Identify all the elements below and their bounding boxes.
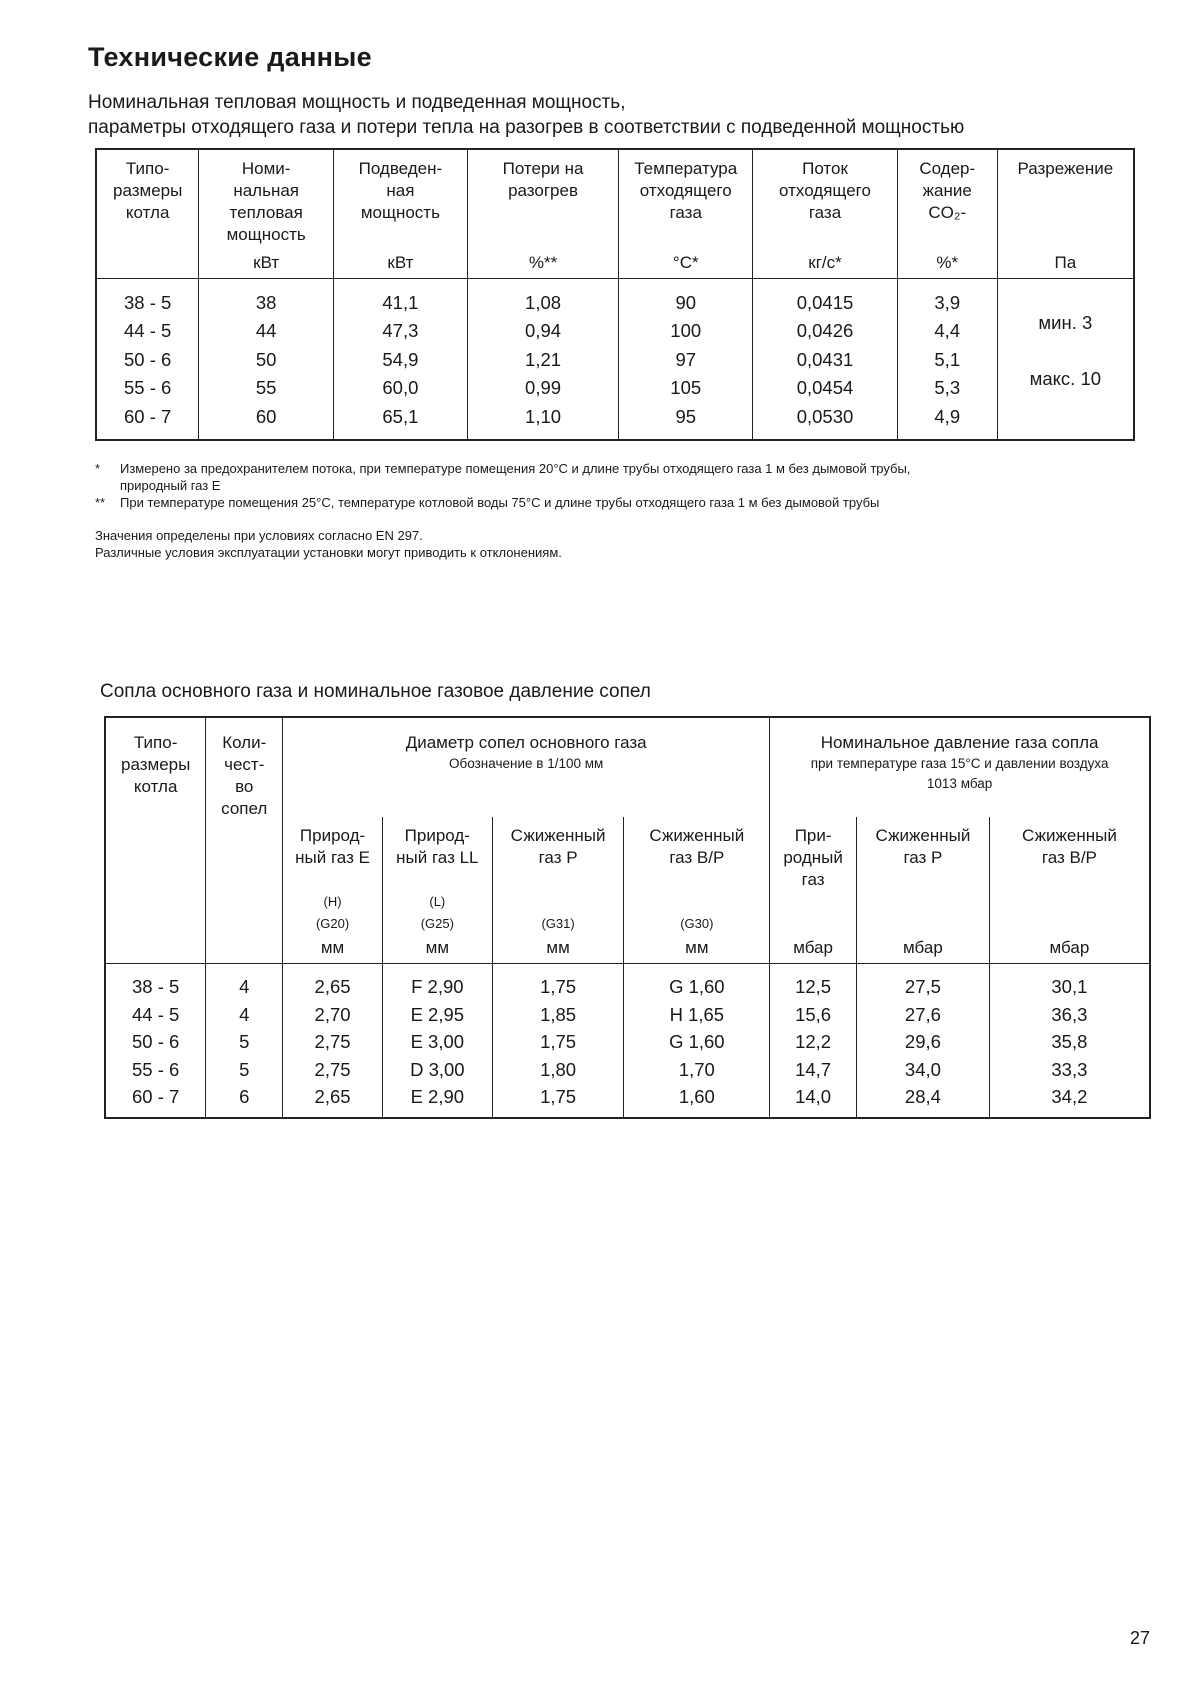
subheader-label: Сжиженный газ P xyxy=(875,826,971,867)
col-diam-gas-bp xyxy=(624,964,770,1118)
cell: 0,0454 xyxy=(796,377,854,399)
cell: 36,3 xyxy=(1051,1003,1088,1025)
header-col-2 xyxy=(334,149,468,279)
col-heat-loss xyxy=(467,279,619,441)
footnote-2: При температуре помещения 25°C, температуре котловой воды 75°C и длине трубы отходящего газа 1 м без дымовой трубы xyxy=(120,495,880,510)
cell: 44 xyxy=(255,320,277,342)
cell: 33,3 xyxy=(1051,1058,1088,1080)
header-label: Номи- нальная тепловая мощность xyxy=(226,159,306,244)
cell: 0,99 xyxy=(525,377,562,399)
col-diam-gas-p xyxy=(492,964,624,1118)
header-col-4 xyxy=(619,149,753,279)
cell: 0,0415 xyxy=(796,292,854,313)
col-co2 xyxy=(897,279,997,441)
cell: F 2,90 xyxy=(411,976,464,997)
cell: 1,08 xyxy=(525,292,562,313)
cell: 1,75 xyxy=(540,976,577,997)
h-size: Типо- размеры котла xyxy=(105,717,206,964)
cell: 4,9 xyxy=(934,405,961,427)
cell: 1,85 xyxy=(540,1003,577,1025)
footnote-1-mark: * xyxy=(95,461,101,476)
h-diameter-title: Диаметр сопел основного газа xyxy=(405,733,647,752)
header-label: Поток отходящего газа xyxy=(779,159,871,222)
header-col-6 xyxy=(897,149,997,279)
technical-data-table xyxy=(95,148,1135,441)
cell: 2,70 xyxy=(314,1003,351,1025)
cell: 29,6 xyxy=(904,1031,941,1053)
h-pressure-sub: при температуре газа 15°C и давлении воздуха 1013 мбар xyxy=(810,756,1109,791)
header-unit: °C* xyxy=(672,253,699,272)
cell: 2,75 xyxy=(314,1031,351,1053)
cell: 1,21 xyxy=(525,348,562,370)
subheader-code: (L) (G25) xyxy=(420,894,454,931)
subheader-label: При- родный газ xyxy=(783,826,843,889)
col-size xyxy=(105,964,206,1118)
subheader-col-0 xyxy=(283,817,383,964)
cell: 41,1 xyxy=(382,292,419,313)
header-col-0 xyxy=(96,149,199,279)
header-col-5 xyxy=(753,149,898,279)
note-1: Значения определены при условиях согласно EN 297. xyxy=(95,528,423,543)
subheader-col-4 xyxy=(770,817,857,964)
subheader-label: Сжиженный газ P xyxy=(510,826,606,867)
subheader-code: (H) (G20) xyxy=(315,894,350,931)
subheader-col-6 xyxy=(989,817,1150,964)
cell: 100 xyxy=(670,320,702,342)
nozzle-table xyxy=(104,716,1151,1119)
cell: 0,0426 xyxy=(796,320,854,342)
subheader-label: Природ- ный газ LL xyxy=(396,826,479,867)
cell: 50 - 6 xyxy=(132,1031,180,1053)
subheader-unit: мбар xyxy=(1049,938,1090,957)
header-unit: кВт xyxy=(387,253,414,272)
section2-subtitle: Сопла основного газа и номинальное газовое давление сопел xyxy=(100,681,651,702)
cell: 50 xyxy=(255,348,277,370)
cell: 28,4 xyxy=(904,1086,941,1108)
col-diam-gas-e xyxy=(283,964,383,1118)
cell: 34,0 xyxy=(904,1058,941,1080)
subheader-col-2 xyxy=(492,817,624,964)
h-diameter-sub: Обозначение в 1/100 мм xyxy=(449,756,604,771)
h-pressure xyxy=(770,717,1150,817)
subheader-unit: мм xyxy=(546,938,570,957)
cell: G 1,60 xyxy=(669,976,725,997)
col-draft xyxy=(997,279,1134,441)
cell: E 3,00 xyxy=(410,1031,465,1053)
header-col-7 xyxy=(997,149,1134,279)
header-label: Типо- размеры котла xyxy=(113,159,183,222)
header-label: Потери на разогрев xyxy=(502,159,584,200)
col-input-power xyxy=(334,279,468,441)
col-nozzle-count xyxy=(206,964,283,1118)
col-diam-gas-ll xyxy=(382,964,492,1118)
cell: 1,80 xyxy=(540,1058,577,1080)
cell: 44 - 5 xyxy=(124,320,172,342)
header-col-1 xyxy=(199,149,334,279)
h-count: Коли- чест- во сопел xyxy=(206,717,283,964)
cell: 55 xyxy=(255,377,277,399)
subheader-unit: мбар xyxy=(903,938,943,957)
cell: 0,94 xyxy=(525,320,562,342)
cell: 55 - 6 xyxy=(124,377,172,399)
h-diameter xyxy=(283,717,770,817)
cell: 35,8 xyxy=(1051,1031,1088,1053)
cell: H 1,65 xyxy=(669,1003,725,1025)
cell: 60 - 7 xyxy=(132,1086,180,1108)
subheader-unit: мм xyxy=(685,938,709,957)
cell: 4,4 xyxy=(934,320,961,342)
cell: 60 - 7 xyxy=(124,405,172,427)
cell: 60 xyxy=(255,405,277,427)
note-2: Различные условия эксплуатации установки могут приводить к отклонениям. xyxy=(95,545,562,560)
cell: G 1,60 xyxy=(669,1031,725,1053)
subheader-col-1 xyxy=(382,817,492,964)
cell: 5,1 xyxy=(934,348,961,370)
col-size xyxy=(96,279,199,441)
footnote-1-line2: природный газ E xyxy=(120,478,221,493)
cell: 1,60 xyxy=(678,1086,715,1108)
cell: 3,9 xyxy=(934,292,961,313)
cell: D 3,00 xyxy=(410,1058,465,1080)
cell: 38 xyxy=(255,292,277,313)
cell: 1,10 xyxy=(525,405,562,427)
subheader-col-3 xyxy=(624,817,770,964)
cell: 1,70 xyxy=(678,1058,715,1080)
draft-min: мин. 3 xyxy=(1038,312,1093,333)
section1-subtitle-line2: параметры отходящего газа и потери тепла на разогрев в соответствии с подведенной мощностью xyxy=(88,117,965,138)
subheader-unit: мбар xyxy=(793,938,833,957)
h-pressure-title: Номинальное давление газа сопла xyxy=(820,733,1099,752)
cell: 15,6 xyxy=(795,1003,832,1025)
header-unit: %** xyxy=(528,253,558,272)
cell: 4 xyxy=(239,1003,250,1025)
col-flue-temp xyxy=(619,279,753,441)
cell: 5,3 xyxy=(934,377,961,399)
cell: 90 xyxy=(675,292,697,313)
subheader-unit: мм xyxy=(425,938,450,957)
cell: 4 xyxy=(239,976,250,997)
cell: 14,7 xyxy=(795,1058,832,1080)
cell: 12,5 xyxy=(795,976,832,997)
subheader-code: (G30) xyxy=(680,916,714,931)
col-nominal-power xyxy=(199,279,334,441)
col-flue-flow xyxy=(753,279,898,441)
cell: 1,75 xyxy=(540,1086,577,1108)
header-unit: кВт xyxy=(253,253,280,272)
subheader-label: Природ- ный газ E xyxy=(295,826,370,867)
subheader-code: (G31) xyxy=(541,916,575,931)
cell: 60,0 xyxy=(382,377,419,399)
footnote-2-mark: ** xyxy=(95,495,106,510)
col-press-bp xyxy=(989,964,1150,1118)
header-unit: кг/с* xyxy=(808,253,842,272)
cell: 38 - 5 xyxy=(132,976,180,997)
cell: 44 - 5 xyxy=(132,1003,180,1025)
cell: 14,0 xyxy=(795,1086,832,1108)
footnote-1-line1: Измерено за предохранителем потока, при температуре помещения 20°C и длине трубы отходящего газа 1 м без дымовой трубы, xyxy=(120,461,911,476)
cell: E 2,90 xyxy=(410,1086,465,1108)
page-number: 27 xyxy=(1130,1628,1151,1648)
cell: 30,1 xyxy=(1051,976,1088,997)
cell: 2,75 xyxy=(314,1058,351,1080)
section1-subtitle-line1: Номинальная тепловая мощность и подведенная мощность, xyxy=(88,92,626,113)
col-press-p xyxy=(857,964,990,1118)
cell: E 2,95 xyxy=(410,1003,465,1025)
cell: 2,65 xyxy=(314,976,351,997)
header-col-3 xyxy=(467,149,619,279)
cell: 65,1 xyxy=(382,405,419,427)
cell: 6 xyxy=(239,1086,250,1108)
cell: 27,6 xyxy=(904,1003,941,1025)
col-press-natural xyxy=(770,964,857,1118)
cell: 97 xyxy=(675,348,697,370)
subheader-col-5 xyxy=(857,817,990,964)
subheader-label: Сжиженный газ B/P xyxy=(1021,826,1117,867)
cell: 12,2 xyxy=(795,1031,832,1053)
cell: 34,2 xyxy=(1051,1086,1088,1108)
cell: 47,3 xyxy=(382,320,419,342)
cell: 105 xyxy=(670,377,702,399)
cell: 5 xyxy=(239,1058,250,1080)
cell: 95 xyxy=(675,405,697,427)
cell: 54,9 xyxy=(382,348,419,370)
cell: 55 - 6 xyxy=(132,1058,180,1080)
cell: 0,0530 xyxy=(796,405,854,427)
header-label: Температура отходящего газа xyxy=(634,159,738,222)
cell: 2,65 xyxy=(314,1086,351,1108)
cell: 38 - 5 xyxy=(124,292,172,313)
page-title: Технические данные xyxy=(88,42,372,72)
header-label: Подведен- ная мощность xyxy=(358,159,443,222)
header-label: Содер- жание CO₂- xyxy=(919,159,976,222)
header-label: Разрежение xyxy=(1017,159,1114,178)
cell: 1,75 xyxy=(540,1031,577,1053)
header-unit: %* xyxy=(936,253,959,272)
cell: 0,0431 xyxy=(796,348,854,370)
draft-max: макс. 10 xyxy=(1029,368,1102,389)
cell: 27,5 xyxy=(904,976,941,997)
cell: 5 xyxy=(239,1031,250,1053)
header-unit: Па xyxy=(1054,253,1077,272)
subheader-label: Сжиженный газ B/P xyxy=(649,826,745,867)
cell: 50 - 6 xyxy=(124,348,172,370)
subheader-unit: мм xyxy=(320,938,345,957)
